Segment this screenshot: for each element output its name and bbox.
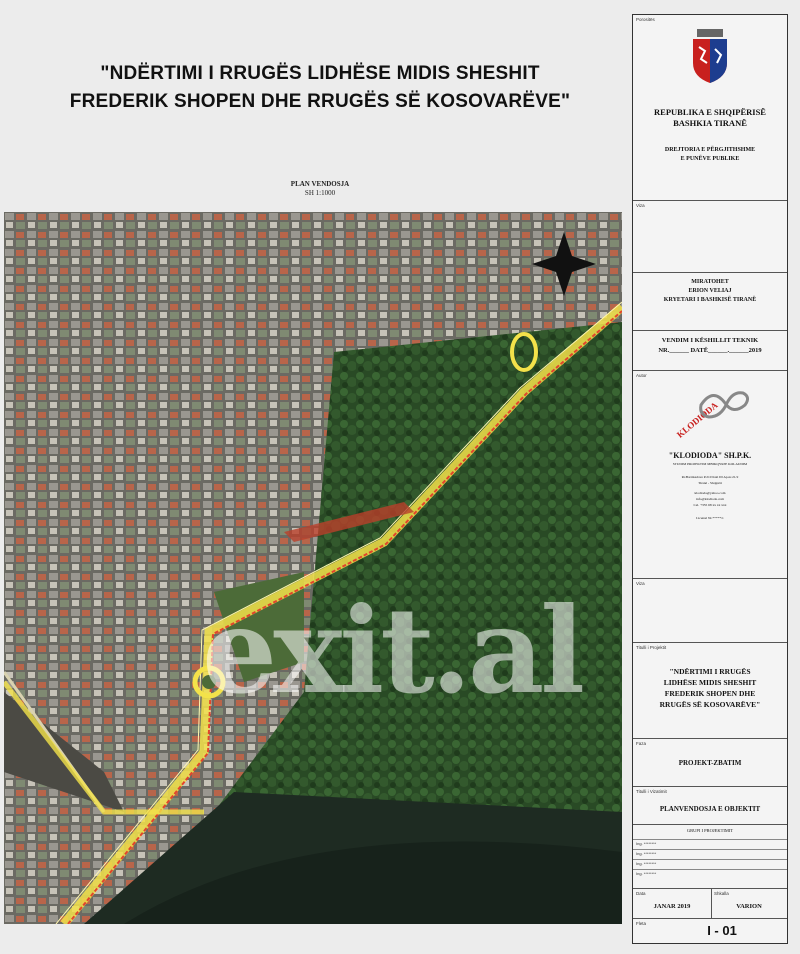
project-title-block-line-4: RRUGËS SË KOSOVARËVE" <box>659 700 761 709</box>
design-team-list <box>633 839 787 879</box>
drawing-title-label: Titulli i Vizatimit <box>636 789 667 794</box>
plan-scale: SH 1:1000 <box>304 189 336 197</box>
design-team-cell <box>633 825 787 889</box>
design-team-row: Ing. ******** <box>633 849 787 859</box>
design-team-label: GRUPI I PROJEKTIMIT <box>686 828 734 833</box>
sheet-number-label: Fleta <box>636 921 647 926</box>
decision-line-2: NR.______ DATË______.______2019 <box>658 347 762 354</box>
directorate-line-1: DREJTORIA E PËRGJITHSHME <box>664 147 756 153</box>
phase-cell <box>633 739 787 787</box>
viza-cell <box>633 201 787 273</box>
svg-text:KLODIODA: KLODIODA <box>674 399 720 440</box>
company-address-2: Tiranë - Shqipëri <box>698 481 722 485</box>
municipality-name: BASHKIA TIRANË <box>673 118 747 128</box>
plan-label <box>250 180 390 198</box>
drawing-title-value: PLANVENDOSJA E OBJEKTIT <box>659 805 761 813</box>
company-email-1: klodioda@yahoo.com <box>694 491 726 495</box>
republic-name: REPUBLIKA E SHQIPËRISË <box>654 107 766 117</box>
scale-value: VARION <box>736 903 762 910</box>
scale-cell <box>711 889 787 918</box>
project-title-cell <box>633 643 787 739</box>
phase-label: Faza <box>636 741 647 746</box>
viza-2-label: Viza <box>636 581 645 586</box>
viza-label: Viza <box>636 203 645 208</box>
directorate-line-2: E PUNËVE PUBLIKE <box>680 156 740 162</box>
date-scale-row <box>633 889 787 919</box>
author-cell <box>633 371 787 579</box>
author-label: Autor <box>636 373 647 378</box>
design-team-row: Ing. ******** <box>633 869 787 879</box>
project-title-block-line-2: LIDHËSE MIDIS SHESHIT <box>663 678 757 687</box>
site-plan-aerial-map <box>4 212 622 924</box>
approved-label: MIRATOHET <box>691 279 729 285</box>
title-block-panel <box>632 14 788 944</box>
scale-label: Shkalla <box>714 891 729 896</box>
aerial-map-graphic <box>4 212 622 924</box>
date-cell <box>633 889 712 918</box>
company-name: "KLODIODA" SH.P.K. <box>668 451 752 460</box>
date-value: JANAR 2019 <box>653 903 691 910</box>
client-cell-label: Porositës <box>636 17 655 22</box>
project-title-line-2: FREDERIK SHOPEN DHE RRUGËS SË KOSOVARËVE" <box>69 91 571 112</box>
company-address-1: Rr.Barrikadave P.210 Kati III Ap.nr.21/2 <box>681 475 739 479</box>
design-team-row: Ing. ******** <box>633 839 787 849</box>
viza-2-cell <box>633 579 787 643</box>
plan-name: PLAN VENDOSJA <box>290 180 350 188</box>
phase-value: PROJEKT-ZBATIM <box>678 759 742 767</box>
project-title-line-1: "NDËRTIMI I RRUGËS LIDHËSE MIDIS SHESHIT <box>100 63 540 84</box>
client-cell <box>633 15 787 201</box>
drawing-title-cell <box>633 787 787 825</box>
tirana-coat-of-arms-icon <box>691 29 729 83</box>
sheet-number-cell <box>633 919 787 943</box>
date-label: Data <box>636 891 646 896</box>
mayor-name: ERION VELIAJ <box>688 288 732 294</box>
company-subtitle: STUDIM PROJEKTIM MBIKQYRJE KOLAUDIM <box>672 462 748 466</box>
project-title-block-line-3: FREDERIK SHOPEN DHE <box>664 689 756 698</box>
klodioda-logo-icon <box>667 383 753 447</box>
project-title-cell-label: Titulli i Projektit <box>636 645 667 650</box>
mayor-title: KRYETARI I BASHKISË TIRANË <box>663 297 757 303</box>
company-license: Licensë Nr.*****/1 <box>696 516 724 520</box>
approval-cell <box>633 273 787 331</box>
project-title-block-line-1: "NDËRTIMI I RRUGËS <box>669 667 751 676</box>
design-team-row: Ing. ******** <box>633 859 787 869</box>
watermark: exit.al <box>202 581 582 720</box>
company-email-2: info@klodioda.com <box>695 497 724 501</box>
decision-line-1: VENDIM I KËSHILLIT TEKNIK <box>661 337 759 344</box>
decision-cell <box>633 331 787 371</box>
sheet-number-value: I - 01 <box>707 923 737 938</box>
project-title <box>20 60 620 116</box>
company-phone: Cel. +355 68 xx xx xxx <box>693 503 727 507</box>
